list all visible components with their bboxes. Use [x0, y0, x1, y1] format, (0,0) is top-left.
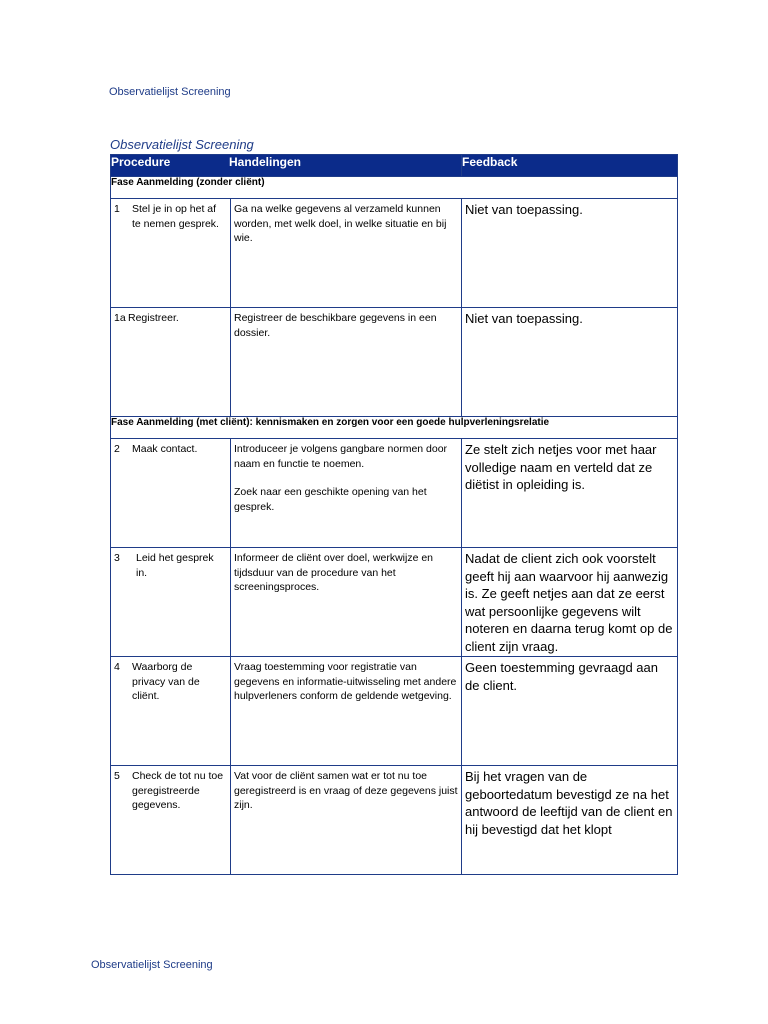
feedback-text: Bij het vragen van de geboortedatum bevestigd ze na het antwoord de leeftijd van de client en hij bevestigd dat het klopt — [465, 769, 673, 837]
step-number: 4 — [114, 661, 120, 673]
procedure-text: Maak contact. — [132, 443, 198, 455]
procedure-cell — [111, 548, 231, 657]
step-number: 5 — [114, 770, 120, 782]
feedback-cell — [462, 199, 678, 308]
procedure-cell — [111, 439, 231, 548]
feedback-text: Niet van toepassing. — [465, 311, 583, 326]
table-row — [111, 439, 678, 548]
feedback-cell — [462, 439, 678, 548]
table-row — [111, 308, 678, 417]
feedback-text: Ze stelt zich netjes voor met haar volledige naam en verteld dat ze diëtist in opleiding is. — [465, 442, 657, 492]
page-footer: Observatielijst Screening — [91, 959, 213, 971]
handeling-text: Informeer de cliënt over doel, werkwijze en tijdsduur van de procedure van het screeningsproces. — [234, 552, 434, 593]
procedure-cell — [111, 766, 231, 875]
feedback-cell — [462, 657, 678, 766]
table-row — [111, 548, 678, 657]
table-row — [111, 766, 678, 875]
column-header-handelingen: Handelingen — [229, 155, 302, 169]
feedback-text: Niet van toepassing. — [465, 202, 583, 217]
handeling-text: Vat voor de cliënt samen wat er tot nu toe geregistreerd is en vraag of deze gegevens juist zijn. — [234, 770, 458, 811]
handeling-text: Registreer de beschikbare gegevens in een dossier. — [234, 312, 437, 339]
document-title: Observatielijst Screening — [110, 137, 254, 152]
feedback-cell — [462, 548, 678, 657]
handelingen-cell — [231, 657, 462, 766]
procedure-cell — [111, 308, 231, 417]
step-number: 2 — [114, 443, 120, 455]
column-header-feedback: Feedback — [462, 155, 678, 177]
step-number: 3 — [114, 552, 120, 564]
feedback-text: Geen toestemming gevraagd aan de client. — [465, 660, 658, 693]
table-row — [111, 199, 678, 308]
handelingen-cell — [231, 199, 462, 308]
handeling-text: Zoek naar een geschikte opening van het gesprek. — [234, 486, 427, 513]
observation-table — [110, 154, 678, 875]
table-row — [111, 657, 678, 766]
feedback-cell — [462, 308, 678, 417]
page-header: Observatielijst Screening — [109, 86, 231, 98]
handeling-text: Introduceer je volgens gangbare normen door naam en functie te noemen. — [234, 443, 448, 470]
table-header-row — [111, 155, 678, 177]
handelingen-cell — [231, 766, 462, 875]
procedure-cell — [111, 199, 231, 308]
feedback-text: Nadat de client zich ook voorstelt geeft hij aan waarvoor hij aanwezig is. Ze geeft netjes aan dat ze eerst wat persoonlijke gegevens wilt noteren en daarna terug komt op de client zijn vraag. — [465, 551, 673, 654]
feedback-cell — [462, 766, 678, 875]
handelingen-cell — [231, 308, 462, 417]
handeling-text: Vraag toestemming voor registratie van gegevens en informatie-uitwisseling met andere hulpverleners conform de geldende wetgeving. — [234, 661, 457, 702]
section-row — [111, 417, 678, 439]
procedure-text: Check de tot nu toe geregistreerde gegevens. — [132, 770, 224, 811]
section-row — [111, 177, 678, 199]
procedure-text: Stel je in op het af te nemen gesprek. — [132, 203, 219, 230]
handelingen-cell — [231, 548, 462, 657]
section-heading: Fase Aanmelding (met cliënt): kennismaken en zorgen voor een goede hulpverleningsrelatie — [111, 417, 678, 439]
procedure-text: Registreer. — [128, 312, 179, 324]
procedure-text: Waarborg de privacy van de cliënt. — [132, 661, 200, 702]
handeling-text: Ga na welke gegevens al verzameld kunnen worden, met welk doel, in welke situatie en bij wie. — [234, 203, 447, 244]
handelingen-cell — [231, 439, 462, 548]
procedure-cell — [111, 657, 231, 766]
column-header-procedure: Procedure — [111, 155, 171, 169]
section-heading: Fase Aanmelding (zonder cliënt) — [111, 177, 678, 199]
step-number: 1 — [114, 203, 120, 215]
column-header-procedure-handelingen — [111, 155, 462, 177]
procedure-text: Leid het gesprek in. — [136, 552, 214, 579]
step-number: 1a — [114, 312, 126, 324]
